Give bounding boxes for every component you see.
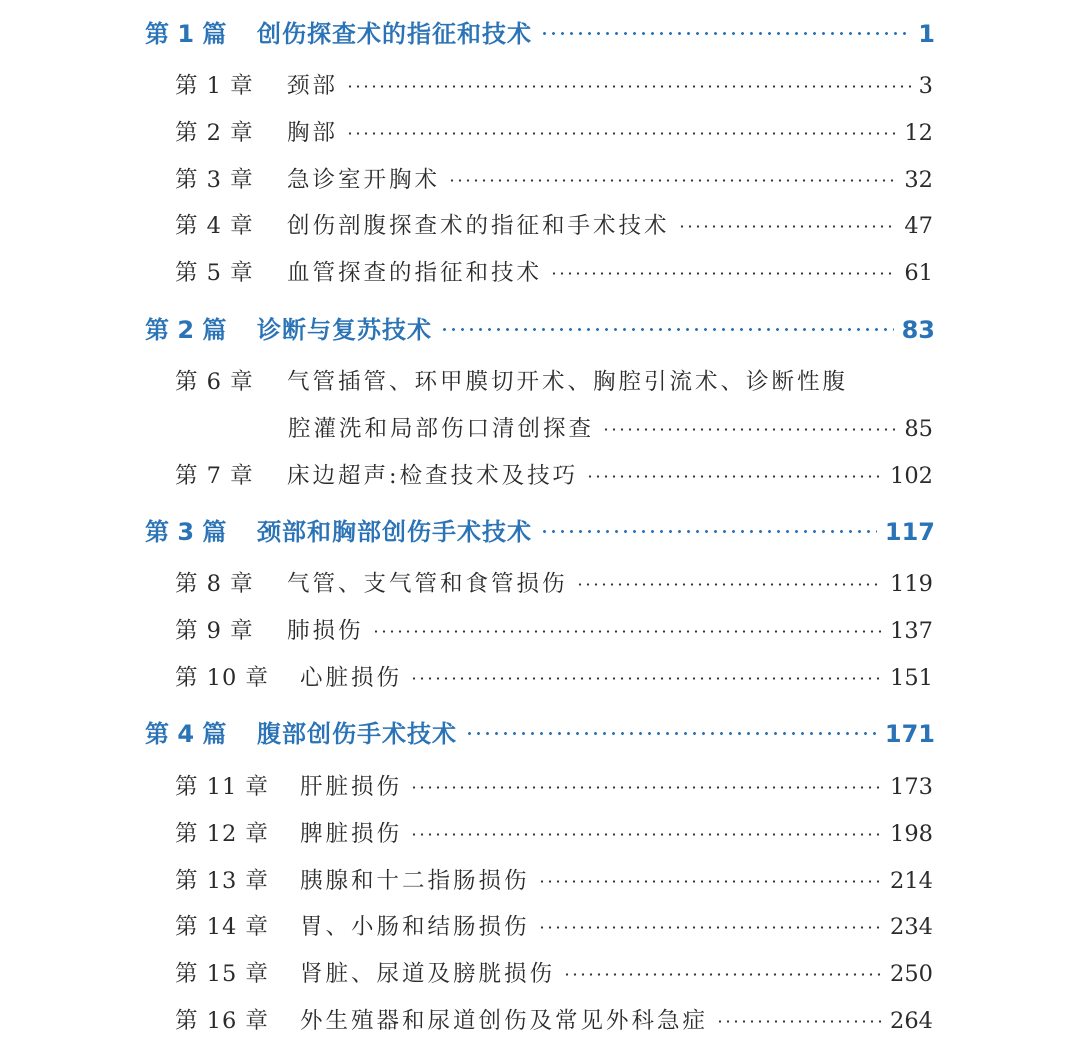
- dot-leader: [550, 272, 896, 275]
- chapter-label: 第 9 章: [175, 618, 254, 644]
- toc-chapter-3[interactable]: [175, 162, 933, 194]
- chapter-title: 气管、支气管和食管损伤: [287, 571, 568, 597]
- toc-chapter-4[interactable]: [175, 208, 933, 240]
- part-title: 颈部和胸部创伤手术技术: [257, 518, 532, 546]
- chapter-label: 第 14 章: [175, 914, 269, 940]
- chapter-title: 颈部: [287, 73, 339, 99]
- chapter-title: 胰腺和十二指肠损伤: [300, 868, 530, 894]
- dot-leader: [440, 328, 894, 331]
- part-title: 创伤探查术的指征和技术: [257, 20, 532, 48]
- dot-leader: [465, 732, 877, 735]
- toc-chapter-7[interactable]: [175, 458, 933, 490]
- chapter-label: 第 10 章: [175, 665, 269, 691]
- page-number: 171: [884, 720, 935, 748]
- dot-leader: [346, 132, 896, 135]
- chapter-label: 第 11 章: [175, 774, 269, 800]
- dot-leader: [538, 926, 883, 929]
- chapter-title: 胸部: [287, 120, 339, 146]
- dot-leader: [576, 583, 883, 586]
- dot-leader: [540, 32, 910, 35]
- chapter-title-continued: 腔灌洗和局部伤口清创探查: [288, 416, 595, 442]
- page-number: 32: [904, 167, 933, 193]
- page-number: 61: [904, 260, 933, 286]
- chapter-title: 血管探查的指征和技术: [287, 260, 543, 286]
- chapter-label: 第 1 章: [175, 73, 254, 99]
- page-number: 47: [904, 213, 933, 239]
- chapter-title: 胃、小肠和结肠损伤: [300, 914, 530, 940]
- toc-chapter-5[interactable]: [175, 255, 933, 287]
- toc-chapter-8[interactable]: [175, 566, 933, 598]
- chapter-label: 第 13 章: [175, 868, 269, 894]
- page-number: 83: [901, 316, 935, 344]
- part-label: 第 3 篇: [145, 518, 227, 546]
- chapter-title: 气管插管、环甲膜切开术、胸腔引流术、诊断性腹: [287, 369, 849, 395]
- toc-chapter-6-continued[interactable]: [288, 411, 933, 443]
- chapter-title: 急诊室开胸术: [287, 167, 441, 193]
- page-number: 1: [918, 20, 935, 48]
- dot-leader: [678, 225, 897, 228]
- dot-leader: [716, 1020, 882, 1023]
- toc-chapter-13[interactable]: [175, 863, 933, 895]
- chapter-label: 第 15 章: [175, 961, 269, 987]
- chapter-title: 外生殖器和尿道创伤及常见外科急症: [300, 1008, 709, 1034]
- chapter-label: 第 4 章: [175, 213, 254, 239]
- toc-chapter-12[interactable]: [175, 816, 933, 848]
- page-number: 198: [890, 821, 933, 847]
- chapter-label: 第 12 章: [175, 821, 269, 847]
- toc-chapter-6[interactable]: [175, 364, 933, 396]
- toc-part-3[interactable]: [145, 512, 935, 547]
- chapter-title: 肺损伤: [287, 618, 364, 644]
- page-number: 117: [884, 518, 935, 546]
- dot-leader: [410, 833, 882, 836]
- part-label: 第 1 篇: [145, 20, 227, 48]
- dot-leader: [410, 677, 882, 680]
- page-number: 214: [890, 868, 933, 894]
- page-number: 85: [904, 416, 933, 442]
- dot-leader: [538, 880, 883, 883]
- dot-leader: [346, 85, 911, 88]
- page-number: 250: [890, 961, 933, 987]
- part-title: 腹部创伤手术技术: [257, 720, 457, 748]
- chapter-label: 第 6 章: [175, 369, 254, 395]
- chapter-label: 第 8 章: [175, 571, 254, 597]
- chapter-label: 第 7 章: [175, 463, 254, 489]
- page-number: 264: [890, 1008, 933, 1034]
- page-number: 119: [890, 571, 933, 597]
- chapter-title: 床边超声:检查技术及技巧: [287, 463, 579, 489]
- page-number: 102: [890, 463, 933, 489]
- chapter-title: 肾脏、尿道及膀胱损伤: [300, 961, 556, 987]
- dot-leader: [540, 530, 877, 533]
- dot-leader: [563, 973, 882, 976]
- toc-part-1[interactable]: [145, 14, 935, 49]
- page-number: 151: [890, 665, 933, 691]
- chapter-title: 创伤剖腹探查术的指征和手术技术: [287, 213, 670, 239]
- dot-leader: [586, 475, 882, 478]
- chapter-label: 第 16 章: [175, 1008, 269, 1034]
- toc-chapter-9[interactable]: [175, 613, 933, 645]
- part-label: 第 2 篇: [145, 316, 227, 344]
- toc-chapter-1[interactable]: [175, 68, 933, 100]
- toc-chapter-10[interactable]: [175, 660, 933, 692]
- page-number: 137: [890, 618, 933, 644]
- page-number: 3: [918, 73, 933, 99]
- dot-leader: [372, 630, 883, 633]
- toc-chapter-11[interactable]: [175, 769, 933, 801]
- page-number: 234: [890, 914, 933, 940]
- toc-chapter-2[interactable]: [175, 115, 933, 147]
- chapter-title: 心脏损伤: [300, 665, 403, 691]
- part-label: 第 4 篇: [145, 720, 227, 748]
- chapter-label: 第 2 章: [175, 120, 254, 146]
- page-number: 12: [904, 120, 933, 146]
- toc-chapter-14[interactable]: [175, 909, 933, 941]
- page-number: 173: [890, 774, 933, 800]
- part-title: 诊断与复苏技术: [257, 316, 432, 344]
- dot-leader: [602, 428, 896, 431]
- chapter-title: 肝脏损伤: [300, 774, 403, 800]
- toc-part-4[interactable]: [145, 714, 935, 749]
- toc-chapter-16[interactable]: [175, 1003, 933, 1035]
- toc-part-2[interactable]: [145, 310, 935, 345]
- chapter-title: 脾脏损伤: [300, 821, 403, 847]
- dot-leader: [410, 786, 882, 789]
- dot-leader: [448, 179, 896, 182]
- chapter-label: 第 3 章: [175, 167, 254, 193]
- toc-chapter-15[interactable]: [175, 956, 933, 988]
- chapter-label: 第 5 章: [175, 260, 254, 286]
